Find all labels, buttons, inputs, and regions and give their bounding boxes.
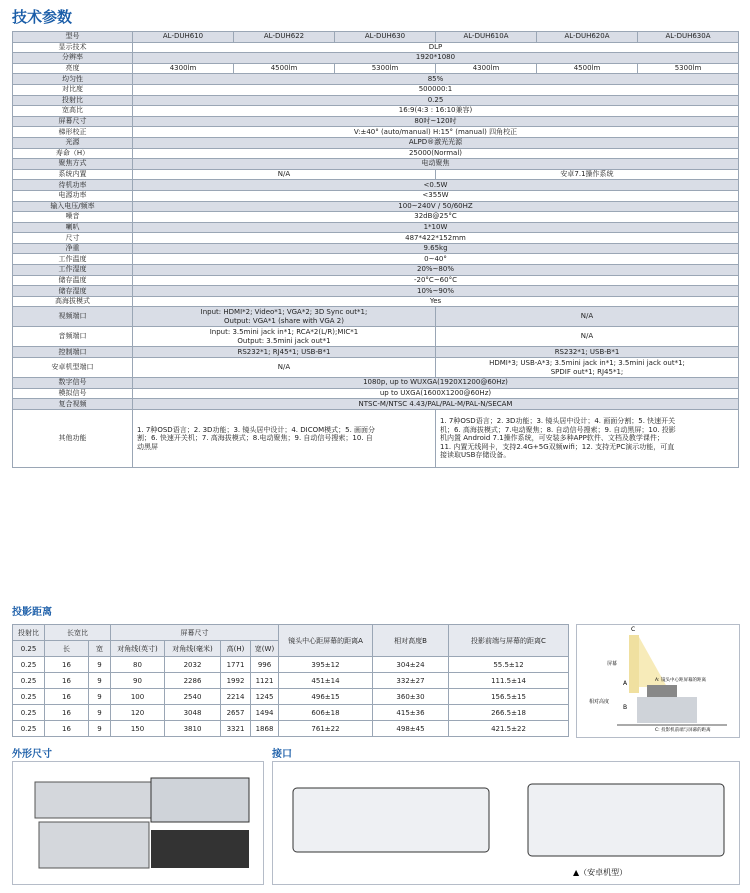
spec-label: 亮度 bbox=[13, 63, 133, 74]
diagram-dist-a-label: A: 镜头中心距屏幕的距离 bbox=[655, 678, 706, 683]
projection-cell: 496±15 bbox=[279, 689, 373, 705]
header-dist-c: 投影前端与屏幕的距离C bbox=[449, 625, 569, 657]
projection-cell: 0.25 bbox=[13, 673, 45, 689]
projection-row bbox=[13, 673, 569, 689]
projection-cell: 2032 bbox=[165, 657, 221, 673]
spec-value: 4300lm bbox=[133, 63, 234, 74]
projection-row bbox=[13, 705, 569, 721]
spec-value: 100~240V / 50/60HZ bbox=[133, 201, 739, 212]
model-name: AL-DUH610A bbox=[436, 32, 537, 43]
spec-value-line: Output: VGA*1 (share with VGA 2) bbox=[224, 316, 344, 325]
spec-label: 对比度 bbox=[13, 84, 133, 95]
spec-label: 噪音 bbox=[13, 212, 133, 223]
spec-value bbox=[133, 307, 436, 327]
spec-label: 安卓机型端口 bbox=[13, 358, 133, 378]
projection-cell: 498±45 bbox=[373, 721, 449, 737]
spec-label: 聚焦方式 bbox=[13, 159, 133, 170]
projection-cell: 1868 bbox=[251, 721, 279, 737]
header-dist-a: 镜头中心距屏幕的距离A bbox=[279, 625, 373, 657]
spec-row bbox=[13, 233, 739, 244]
spec-row bbox=[13, 327, 739, 347]
projection-cell: 120 bbox=[111, 705, 165, 721]
model-name: AL-DUH620A bbox=[537, 32, 638, 43]
projection-cell: 761±22 bbox=[279, 721, 373, 737]
projection-cell: 415±36 bbox=[373, 705, 449, 721]
spec-label: 光源 bbox=[13, 137, 133, 148]
spec-value: 500000:1 bbox=[133, 84, 739, 95]
spec-value: RS232*1; USB-B*1 bbox=[436, 347, 739, 358]
projector-shape bbox=[647, 685, 677, 697]
interface-panel bbox=[272, 761, 740, 885]
header-height-b: 相对高度B bbox=[373, 625, 449, 657]
spec-label: 喇叭 bbox=[13, 222, 133, 233]
spec-label: 储存湿度 bbox=[13, 286, 133, 297]
projection-cell: 2286 bbox=[165, 673, 221, 689]
spec-value: 安卓7.1操作系统 bbox=[436, 169, 739, 180]
projection-cell: 0.25 bbox=[13, 689, 45, 705]
projection-cell: 80 bbox=[111, 657, 165, 673]
spec-label: 其他功能 bbox=[13, 409, 133, 467]
projection-row bbox=[13, 689, 569, 705]
spec-row bbox=[13, 286, 739, 297]
projection-cell: 0.25 bbox=[13, 657, 45, 673]
spec-label: 型号 bbox=[13, 32, 133, 43]
sub-header-diag-mm: 对角线(毫米) bbox=[165, 641, 221, 657]
spec-value: 5300lm bbox=[335, 63, 436, 74]
bottom-view-shape bbox=[151, 830, 249, 868]
spec-value: 4500lm bbox=[537, 63, 638, 74]
spec-table bbox=[12, 31, 739, 468]
spec-value: Yes bbox=[133, 296, 739, 307]
spec-value: 9.65kg bbox=[133, 243, 739, 254]
projection-cell: 9 bbox=[89, 673, 111, 689]
spec-value-line: 机内置 Android 7.1操作系统，可安装多种APP软件、文档及教学课件； bbox=[440, 434, 664, 443]
diagram-b-label: B bbox=[623, 704, 628, 711]
sub-header-wide: 宽 bbox=[89, 641, 111, 657]
spec-label: 均匀性 bbox=[13, 74, 133, 85]
front-view-shape bbox=[35, 782, 153, 818]
spec-label: 投射比 bbox=[13, 95, 133, 106]
spec-value: V:±40° (auto/manual) H:15° (manual) 四角校正 bbox=[133, 127, 739, 138]
projection-cell: 451±14 bbox=[279, 673, 373, 689]
interface-svg bbox=[273, 762, 739, 884]
spec-value-line: Input: 3.5mini jack in*1; RCA*2(L/R);MIC*1 bbox=[209, 328, 359, 337]
projection-cell: 1771 bbox=[221, 657, 251, 673]
spec-row bbox=[13, 127, 739, 138]
projection-cell: 332±27 bbox=[373, 673, 449, 689]
spec-label: 复合视频 bbox=[13, 399, 133, 410]
projection-diagram-svg bbox=[577, 625, 739, 737]
spec-label: 尺寸 bbox=[13, 233, 133, 244]
spec-value: 1920*1080 bbox=[133, 53, 739, 64]
spec-value: 1080p, up to WUXGA(1920X1200@60Hz) bbox=[133, 378, 739, 389]
projection-cell: 3321 bbox=[221, 721, 251, 737]
spec-value bbox=[133, 409, 436, 467]
spec-value-line: 1. 7种OSD语言；2. 3D功能；3. 镜头居中设计；4. DICOM模式；5. 画面分 bbox=[137, 425, 376, 434]
projection-cell: 9 bbox=[89, 721, 111, 737]
spec-row bbox=[13, 409, 739, 467]
spec-row bbox=[13, 169, 739, 180]
spec-label: 梯形校正 bbox=[13, 127, 133, 138]
spec-value: 80吋~120吋 bbox=[133, 116, 739, 127]
spec-row bbox=[13, 254, 739, 265]
spec-row bbox=[13, 399, 739, 410]
diagram-a-label: A bbox=[623, 680, 628, 687]
header-throw: 投射比 bbox=[13, 625, 45, 641]
spec-value: RS232*1; RJ45*1; USB-B*1 bbox=[133, 347, 436, 358]
spec-value: 487*422*152mm bbox=[133, 233, 739, 244]
projection-cell: 16 bbox=[45, 657, 89, 673]
spec-row bbox=[13, 74, 739, 85]
projection-cell: 360±30 bbox=[373, 689, 449, 705]
spec-row bbox=[13, 159, 739, 170]
projection-cell: 3048 bbox=[165, 705, 221, 721]
spec-row bbox=[13, 180, 739, 191]
spec-row bbox=[13, 307, 739, 327]
spec-value: 0.25 bbox=[133, 95, 739, 106]
projection-table bbox=[12, 624, 569, 737]
spec-value-line: HDMI*3; USB-A*3; 3.5mini jack in*1; 3.5mini jack out*1; bbox=[489, 359, 685, 368]
projection-cell: 304±24 bbox=[373, 657, 449, 673]
spec-value-line: 接读取USB存储设备。 bbox=[440, 451, 511, 460]
spec-row bbox=[13, 358, 739, 378]
projection-cell: 111.5±14 bbox=[449, 673, 569, 689]
projection-row bbox=[13, 721, 569, 737]
page-title: 技术参数 bbox=[12, 8, 73, 26]
header-throw-value: 0.25 bbox=[13, 641, 45, 657]
spec-value-line: 1. 7种OSD语言；2. 3D功能；3. 镜头居中设计；4. 画面分割；5. 快速开关 bbox=[440, 417, 676, 426]
projection-cell: 16 bbox=[45, 721, 89, 737]
spec-value: -20°C~60°C bbox=[133, 275, 739, 286]
projection-cell: 16 bbox=[45, 705, 89, 721]
spec-row bbox=[13, 265, 739, 276]
android-caption: ▲（安卓机型） bbox=[573, 868, 628, 877]
projection-cell: 16 bbox=[45, 673, 89, 689]
spec-row bbox=[13, 275, 739, 286]
spec-value: 4300lm bbox=[436, 63, 537, 74]
spec-row bbox=[13, 53, 739, 64]
spec-row bbox=[13, 296, 739, 307]
spec-label: 控制端口 bbox=[13, 347, 133, 358]
spec-value: up to UXGA(1600X1200@60Hz) bbox=[133, 388, 739, 399]
spec-row bbox=[13, 388, 739, 399]
projection-cell: 1121 bbox=[251, 673, 279, 689]
side-view-shape bbox=[151, 778, 249, 822]
spec-value: NTSC-M/NTSC 4.43/PAL/PAL-M/PAL-N/SECAM bbox=[133, 399, 739, 410]
projection-cell: 90 bbox=[111, 673, 165, 689]
sub-header-diag-inch: 对角线(英寸) bbox=[111, 641, 165, 657]
spec-label: 储存温度 bbox=[13, 275, 133, 286]
screen-shape bbox=[629, 635, 639, 693]
spec-label: 显示技术 bbox=[13, 42, 133, 53]
spec-label: 分辨率 bbox=[13, 53, 133, 64]
shape-panel bbox=[12, 761, 264, 885]
spec-value: 电动聚焦 bbox=[133, 159, 739, 170]
spec-label: 待机功率 bbox=[13, 180, 133, 191]
spec-label: 音频端口 bbox=[13, 327, 133, 347]
spec-value: N/A bbox=[436, 327, 739, 347]
shape-svg bbox=[13, 762, 263, 884]
spec-value: <355W bbox=[133, 190, 739, 201]
header-aspect: 长宽比 bbox=[45, 625, 111, 641]
model-name: AL-DUH630 bbox=[335, 32, 436, 43]
model-name: AL-DUH610 bbox=[133, 32, 234, 43]
spec-row bbox=[13, 137, 739, 148]
spec-row bbox=[13, 347, 739, 358]
projection-cell: 1992 bbox=[221, 673, 251, 689]
spec-row bbox=[13, 243, 739, 254]
spec-value: N/A bbox=[436, 307, 739, 327]
spec-label: 宽高比 bbox=[13, 106, 133, 117]
projection-cell: 0.25 bbox=[13, 705, 45, 721]
projection-cell: 2657 bbox=[221, 705, 251, 721]
spec-label: 高海拔模式 bbox=[13, 296, 133, 307]
spec-value bbox=[436, 409, 739, 467]
projection-cell: 1245 bbox=[251, 689, 279, 705]
spec-label: 系统内置 bbox=[13, 169, 133, 180]
spec-value: 85% bbox=[133, 74, 739, 85]
projection-row bbox=[13, 657, 569, 673]
spec-value-line: Input: HDMI*2; Video*1; VGA*2; 3D Sync out*1; bbox=[200, 308, 368, 317]
spec-row bbox=[13, 148, 739, 159]
sub-header-height: 高(H) bbox=[221, 641, 251, 657]
projection-cell: 606±18 bbox=[279, 705, 373, 721]
interface-title: 接口 bbox=[272, 749, 292, 760]
stand-shape bbox=[637, 697, 697, 723]
spec-value: 20%~80% bbox=[133, 265, 739, 276]
spec-label: 工作温度 bbox=[13, 254, 133, 265]
projection-cell: 9 bbox=[89, 705, 111, 721]
spec-value: 32dB@25°C bbox=[133, 212, 739, 223]
spec-row bbox=[13, 42, 739, 53]
spec-row bbox=[13, 201, 739, 212]
sub-header-long: 长 bbox=[45, 641, 89, 657]
model-name: AL-DUH622 bbox=[234, 32, 335, 43]
spec-row bbox=[13, 222, 739, 233]
spec-row bbox=[13, 378, 739, 389]
spec-value-line: 动黑屏 bbox=[137, 442, 158, 451]
spec-value: N/A bbox=[133, 358, 436, 378]
shape-title: 外形尺寸 bbox=[12, 749, 52, 760]
projection-cell: 0.25 bbox=[13, 721, 45, 737]
interface-panel-android bbox=[528, 784, 724, 856]
spec-value: 1*10W bbox=[133, 222, 739, 233]
spec-value: 5300lm bbox=[638, 63, 739, 74]
spec-label: 视频端口 bbox=[13, 307, 133, 327]
projection-cell: 3810 bbox=[165, 721, 221, 737]
spec-value bbox=[133, 327, 436, 347]
spec-value: 10%~90% bbox=[133, 286, 739, 297]
spec-label: 输入电压/频率 bbox=[13, 201, 133, 212]
spec-label: 寿命（H） bbox=[13, 148, 133, 159]
spec-value: 4500lm bbox=[234, 63, 335, 74]
projection-cell: 421.5±22 bbox=[449, 721, 569, 737]
diagram-c-label: C bbox=[631, 626, 636, 633]
diagram-height-label: 相对高度 bbox=[589, 699, 610, 705]
projection-cell: 150 bbox=[111, 721, 165, 737]
spec-value: N/A bbox=[133, 169, 436, 180]
spec-label: 数字信号 bbox=[13, 378, 133, 389]
projection-cell: 55.5±12 bbox=[449, 657, 569, 673]
header-screen: 屏幕尺寸 bbox=[111, 625, 279, 641]
spec-value bbox=[436, 358, 739, 378]
model-name: AL-DUH630A bbox=[638, 32, 739, 43]
projection-cell: 100 bbox=[111, 689, 165, 705]
spec-value-line: 机；6. 高海拔模式；7.电动聚焦；8. 自动信号搜索；9. 自动黑屏；10. 投影 bbox=[440, 425, 676, 434]
spec-value: 16:9(4:3 : 16:10兼容) bbox=[133, 106, 739, 117]
projection-cell: 266.5±18 bbox=[449, 705, 569, 721]
spec-value-line: 11. 内置无线网卡，支持2.4G+5G双频wifi；12. 支持无PC演示功能，可直 bbox=[440, 442, 675, 451]
spec-row bbox=[13, 63, 739, 74]
projection-cell: 996 bbox=[251, 657, 279, 673]
projection-cell: 9 bbox=[89, 689, 111, 705]
spec-label: 电源功率 bbox=[13, 190, 133, 201]
diagram-dist-c-label: C: 投影机前端与屏幕的距离 bbox=[655, 728, 711, 733]
projection-cell: 2214 bbox=[221, 689, 251, 705]
spec-value: <0.5W bbox=[133, 180, 739, 191]
spec-row bbox=[13, 190, 739, 201]
spec-value: DLP bbox=[133, 42, 739, 53]
spec-value-line: SPDIF out*1; RJ45*1; bbox=[550, 367, 624, 376]
projection-cell: 156.5±15 bbox=[449, 689, 569, 705]
projection-cell: 1494 bbox=[251, 705, 279, 721]
diagram-screen-label: 屏幕 bbox=[607, 661, 618, 667]
spec-value: 25000(Normal) bbox=[133, 148, 739, 159]
interface-panel-standard bbox=[293, 788, 489, 852]
projection-cell: 9 bbox=[89, 657, 111, 673]
spec-row bbox=[13, 116, 739, 127]
spec-value: ALPD®激光光源 bbox=[133, 137, 739, 148]
projection-diagram bbox=[576, 624, 740, 738]
spec-row bbox=[13, 32, 739, 43]
spec-label: 屏幕尺寸 bbox=[13, 116, 133, 127]
top-view-shape bbox=[39, 822, 149, 868]
spec-row bbox=[13, 106, 739, 117]
spec-label: 工作湿度 bbox=[13, 265, 133, 276]
projection-cell: 395±12 bbox=[279, 657, 373, 673]
spec-label: 模拟信号 bbox=[13, 388, 133, 399]
projection-cell: 16 bbox=[45, 689, 89, 705]
sub-header-width: 宽(W) bbox=[251, 641, 279, 657]
spec-label: 净重 bbox=[13, 243, 133, 254]
projection-title: 投影距离 bbox=[12, 607, 52, 618]
spec-value-line: 割；6. 快速开关机；7. 高海拔模式；8.电动聚焦；9. 自动信号搜索；10. 自 bbox=[137, 434, 373, 443]
projection-cell: 2540 bbox=[165, 689, 221, 705]
spec-value-line: Output: 3.5mini jack out*1 bbox=[237, 336, 331, 345]
spec-value: 0~40° bbox=[133, 254, 739, 265]
spec-row bbox=[13, 95, 739, 106]
spec-row bbox=[13, 212, 739, 223]
spec-row bbox=[13, 84, 739, 95]
